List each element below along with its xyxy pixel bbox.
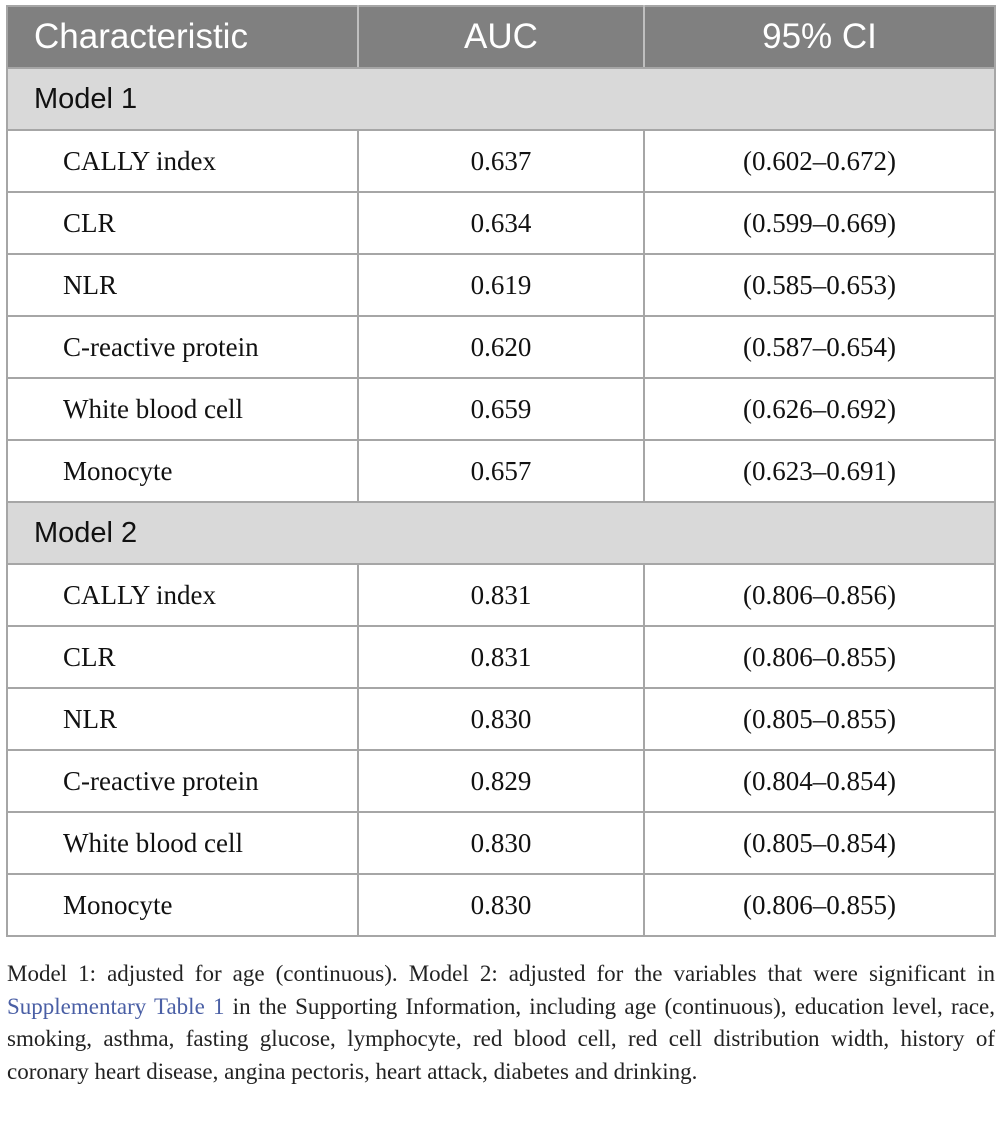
table-row — [7, 812, 995, 874]
cell-ci: (0.804–0.854) — [644, 750, 995, 812]
cell-ci: (0.623–0.691) — [644, 440, 995, 502]
cell-auc: 0.830 — [358, 688, 644, 750]
group-label: Model 1 — [7, 68, 995, 130]
header-characteristic: Characteristic — [7, 6, 358, 68]
cell-ci: (0.806–0.856) — [644, 564, 995, 626]
cell-auc: 0.637 — [358, 130, 644, 192]
cell-characteristic: NLR — [7, 688, 358, 750]
cell-ci: (0.805–0.855) — [644, 688, 995, 750]
cell-auc: 0.619 — [358, 254, 644, 316]
footnote-text-before-link: Model 1: adjusted for age (continuous). Model 2: adjusted for the variables that were significant in — [7, 961, 995, 986]
table-row — [7, 688, 995, 750]
cell-ci: (0.806–0.855) — [644, 874, 995, 936]
footnote-text-after-link: in the Supporting Information, including age (continuous), education level, race, smoking, asthma, fasting glucose, lymphocyte, red blood cell, red cell distribution width, history of coronary heart disease, angina pectoris, heart attack, diabetes and drinking. — [7, 993, 995, 1084]
header-ci: 95% CI — [644, 6, 995, 68]
cell-characteristic: White blood cell — [7, 378, 358, 440]
auc-table — [6, 5, 996, 937]
cell-ci: (0.805–0.854) — [644, 812, 995, 874]
cell-auc: 0.634 — [358, 192, 644, 254]
cell-auc: 0.831 — [358, 564, 644, 626]
table-row — [7, 316, 995, 378]
table-row — [7, 130, 995, 192]
cell-auc: 0.657 — [358, 440, 644, 502]
group-row-model-1 — [7, 68, 995, 130]
table-row — [7, 440, 995, 502]
cell-characteristic: C-reactive protein — [7, 750, 358, 812]
cell-ci: (0.585–0.653) — [644, 254, 995, 316]
cell-auc: 0.829 — [358, 750, 644, 812]
cell-characteristic: CALLY index — [7, 564, 358, 626]
supplementary-table-link[interactable]: Supplementary Table 1 — [7, 993, 225, 1019]
group-row-model-2 — [7, 502, 995, 564]
header-auc: AUC — [358, 6, 644, 68]
table-row — [7, 750, 995, 812]
table-row — [7, 254, 995, 316]
results-table-container — [6, 5, 994, 937]
cell-characteristic: CLR — [7, 192, 358, 254]
cell-ci: (0.587–0.654) — [644, 316, 995, 378]
cell-characteristic: Monocyte — [7, 440, 358, 502]
table-footnote — [7, 958, 995, 1088]
table-row — [7, 626, 995, 688]
table-row — [7, 192, 995, 254]
table-row — [7, 874, 995, 936]
table-row — [7, 564, 995, 626]
cell-characteristic: NLR — [7, 254, 358, 316]
cell-characteristic: CLR — [7, 626, 358, 688]
cell-auc: 0.620 — [358, 316, 644, 378]
cell-auc: 0.830 — [358, 874, 644, 936]
cell-auc: 0.831 — [358, 626, 644, 688]
cell-auc: 0.659 — [358, 378, 644, 440]
table-header-row — [7, 6, 995, 68]
cell-ci: (0.806–0.855) — [644, 626, 995, 688]
group-label: Model 2 — [7, 502, 995, 564]
cell-characteristic: Monocyte — [7, 874, 358, 936]
cell-ci: (0.626–0.692) — [644, 378, 995, 440]
cell-characteristic: White blood cell — [7, 812, 358, 874]
cell-auc: 0.830 — [358, 812, 644, 874]
table-row — [7, 378, 995, 440]
cell-characteristic: C-reactive protein — [7, 316, 358, 378]
cell-ci: (0.602–0.672) — [644, 130, 995, 192]
cell-characteristic: CALLY index — [7, 130, 358, 192]
cell-ci: (0.599–0.669) — [644, 192, 995, 254]
